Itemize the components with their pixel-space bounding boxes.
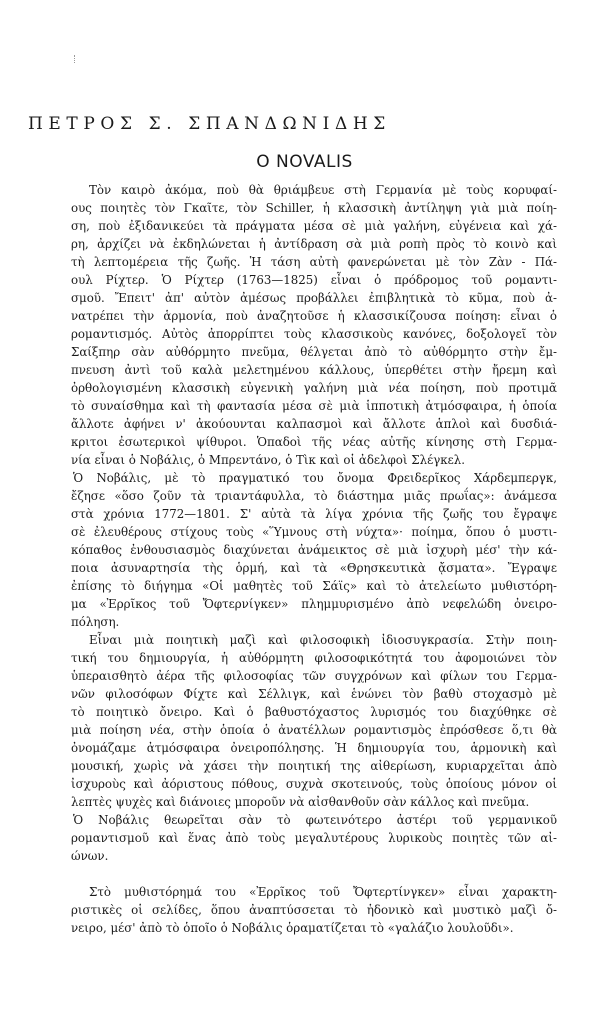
text-line: ἄλλοτε ἀφήνει ν' ἀκούουνται καλπασμοὶ καὶ ἄλλοτε ἁπλοὶ καὶ δυσδιά-: [71, 417, 557, 431]
text-line: ουλ Ρίχτερ. Ὁ Ρίχτερ (1763—1825) εἶναι ὁ πρόδρομος τοῦ ρομαντι-: [71, 273, 557, 287]
text-line: νία εἶναι ὁ Νοβάλις, ὁ Μπρεντάνο, ὁ Τὶκ καὶ οἱ ἀδελφοὶ Σλέγκελ.: [71, 453, 465, 467]
text-line: μα «Ἐρρῖκος τοῦ Ὄφτερνίγκεν» πλημμυρισμένο ἀπὸ νεφελώδη ὀνειρο-: [71, 597, 557, 611]
text-line: ώνων.: [71, 849, 109, 863]
paragraph: [71, 631, 557, 811]
text-line: πόληση.: [71, 615, 120, 629]
text-line: σὲ ἐλευθέρους στίχους τοὺς «Ὕμνους στὴ νύχτα»· ποίημα, ὅπου ὁ μυστι-: [71, 525, 557, 539]
paragraph: [71, 469, 557, 631]
text-line: ποια ἀσυναρτησία τὴς ὁρμή, καὶ τὰ «Θρησκευτικὰ ᾄσματα». Ἔγραψε: [71, 561, 557, 575]
text-line: λεπτὲς ψυχὲς καὶ διάνοιες μποροῦν νὰ αἰσθανθοῦν σὰν κάλλος καὶ πνεῦμα.: [71, 795, 530, 809]
text-line: Εἶναι μιὰ ποιητικὴ μαζὶ καὶ φιλοσοφικὴ ἰδιοσυγκρασία. Στὴν ποιη-: [89, 633, 557, 647]
text-line: τὸ ποιητικὸ ὄνειρο. Καὶ ὁ βαθυστόχαστος λυρισμός του διαχύθηκε σὲ: [71, 705, 557, 719]
article-body: [71, 181, 557, 937]
text-line: τὴ λεπτομέρεια τῆς ζωῆς. Ἡ τάση αὐτὴ φανερώνεται μὲ τὸν Ζὰν - Πά-: [71, 255, 557, 269]
paragraph: [71, 181, 557, 469]
text-line: Στὸ μυθιστόρημά του «Ἐρρῖκος τοῦ Ὄφτερτίνγκεν» εἶναι χαρακτη-: [89, 885, 557, 899]
text-line: πνευση ἀντὶ τοῦ καλὰ μελετημένου κάλλους, ὑπερθέτει στὴν ἤρεμη καὶ: [71, 363, 557, 377]
text-line: νῶν φιλοσόφων Φίχτε καὶ Σέλλιγκ, καὶ ἑνώνει τὸν βαθὺ στοχασμὸ μὲ: [71, 687, 557, 701]
text-line: ρομαντισμοῦ καὶ ἕνας ἀπὸ τοὺς μεγαλυτέρους λυρικοὺς ποιητὲς τῶν αἰ-: [71, 831, 557, 845]
text-line: σμοῦ. Ἔπειτ' ἀπ' αὐτὸν ἀμέσως προβάλλει ἐπιβλητικὰ τὸ κῦμα, ποὺ ἀ-: [71, 291, 557, 305]
text-line: Ὁ Νοβάλις θεωρεῖται σὰν τὸ φωτεινότερο ἀστέρι τοῦ γερμανικοῦ: [73, 813, 557, 827]
text-line: Σαίξπηρ σὰν αὐθόρμητο πνεῦμα, θέλγεται ἀπὸ τὸ αὐθόρμητο στὴν ἔμ-: [71, 345, 557, 359]
article-title: O NOVALIS: [256, 152, 353, 172]
text-line: Τὸν καιρὸ ἀκόμα, ποὺ θὰ θριάμβευε στὴ Γερμανία μὲ τοὺς κορυφαί-: [89, 183, 557, 197]
text-line: ὑπεραισθητὸ ἀέρα τῆς φιλοσοφίας τῶν συγχρόνων καὶ φίλων του Γερμα-: [71, 669, 557, 683]
text-line: ρομαντισμός. Αὐτὸς ἀπορρίπτει τοὺς κλασσικοὺς κανόνες, δοξολογεῖ τὸν: [71, 327, 557, 341]
text-line: κόπαθος ἐνθουσιασμὸς διαχύνεται ἀνάμεικτος σὲ μιὰ ἰσχυρὴ μέσ' τὴν κά-: [71, 543, 557, 557]
text-line: μουσική, χωρὶς νὰ χάσει τὴν ποιητική της αἰθερίωση, κυριαρχεῖται ἀπὸ: [71, 759, 557, 773]
text-line: ἔζησε «ὅσο ζοῦν τὰ τριαντάφυλλα, τὸ διάστημα μιᾶς πρωΐας»: ἀνάμεσα: [71, 489, 557, 503]
text-line: κριτοι ἐσωτερικοὶ ψίθυροι. Ὁπαδοὶ τῆς νέας αὐτῆς κίνησης στὴ Γερμα-: [71, 435, 557, 449]
text-line: ὀνομάζαμε ἀτμόσφαιρα ὀνειροπόλησης. Ἡ δημιουργία του, ἁρμονικὴ καὶ: [71, 741, 557, 755]
paragraph: [71, 883, 557, 937]
text-line: μιὰ ποίηση νέα, στὴν ὁποία ὁ ἀνατέλλων ρομαντισμὸς ἐπρόσθεσε ὅ,τι θὰ: [71, 723, 557, 737]
text-line: ση, ποὺ ἐξιδανικεύει τὰ πράγματα μέσα σὲ μιὰ γαλήνη, εὐγένεια καὶ χά-: [71, 219, 557, 233]
text-line: στὰ χρόνια 1772—1801. Σ' αὐτὰ τὰ λίγα χρόνια τῆς ζωῆς του ἔγραψε: [71, 507, 557, 521]
text-line: νειρο, μέσ' ἀπὸ τὸ ὁποῖο ὁ Νοβάλις ὁραματίζεται τὸ «γαλάζιο λουλοῦδι».: [71, 921, 514, 935]
text-line: Ὁ Νοβάλις, μὲ τὸ πραγματικό του ὄνομα Φρειδερῖκος Χάρδεμπεργκ,: [73, 471, 557, 485]
text-line: νατρέπει τὴν ἁρμονία, ποὺ ἀναζητοῦσε ἡ κλασσικίζουσα ποίηση: εἶναι ὁ: [71, 309, 557, 323]
text-line: ἐπίσης τὸ διήγημα «Οἱ μαθητὲς τοῦ Σάϊς» καὶ τὸ ἀτελείωτο μυθιστόρη-: [71, 579, 557, 593]
author-name: ΠΕΤΡΟΣ Σ. ΣΠΑΝΔΩΝΙΔΗΣ: [28, 114, 391, 134]
paragraph: [71, 811, 557, 865]
paragraph-gap: [71, 865, 557, 883]
text-line: ἰσχυροὺς καὶ ἀόριστους πόθους, συχνὰ σκοτεινούς, τοὺς ὁποίους μόνον οἱ: [71, 777, 557, 791]
text-line: τὸ συναίσθημα καὶ τὴ φαντασία μέσα σὲ μιὰ ἱπποτικὴ ἀτμόσφαιρα, ἡ ὁποία: [71, 399, 557, 413]
text-line: ὀρθολογισμένη κλασσικὴ εὐγενικὴ γαλήνη μιὰ νέα ποίηση, ποὺ προτιμᾶ: [71, 381, 557, 395]
scan-mark: [74, 55, 76, 63]
text-line: ριστικὲς οἱ σελίδες, ὅπου ἀναπτύσσεται τὸ ἡδονικὸ καὶ μυστικὸ μαζὶ ὄ-: [71, 903, 557, 917]
text-line: ους ποιητὲς τὸν Γκαῖτε, τὸν Schiller, ἡ κλασσικὴ ἀντίληψη γιὰ μιὰ ποίη-: [71, 201, 557, 215]
text-line: τική του δημιουργία, ἡ αὐθόρμητη φιλοσοφικότητά του ἀφομοιώνει τὸν: [71, 651, 557, 665]
text-line: ρη, ἀρχίζει νὰ ἐκδηλώνεται ἡ ἀντίδραση σὰ μιὰ ροπὴ πρὸς τὸ κοινὸ καὶ: [71, 237, 557, 251]
